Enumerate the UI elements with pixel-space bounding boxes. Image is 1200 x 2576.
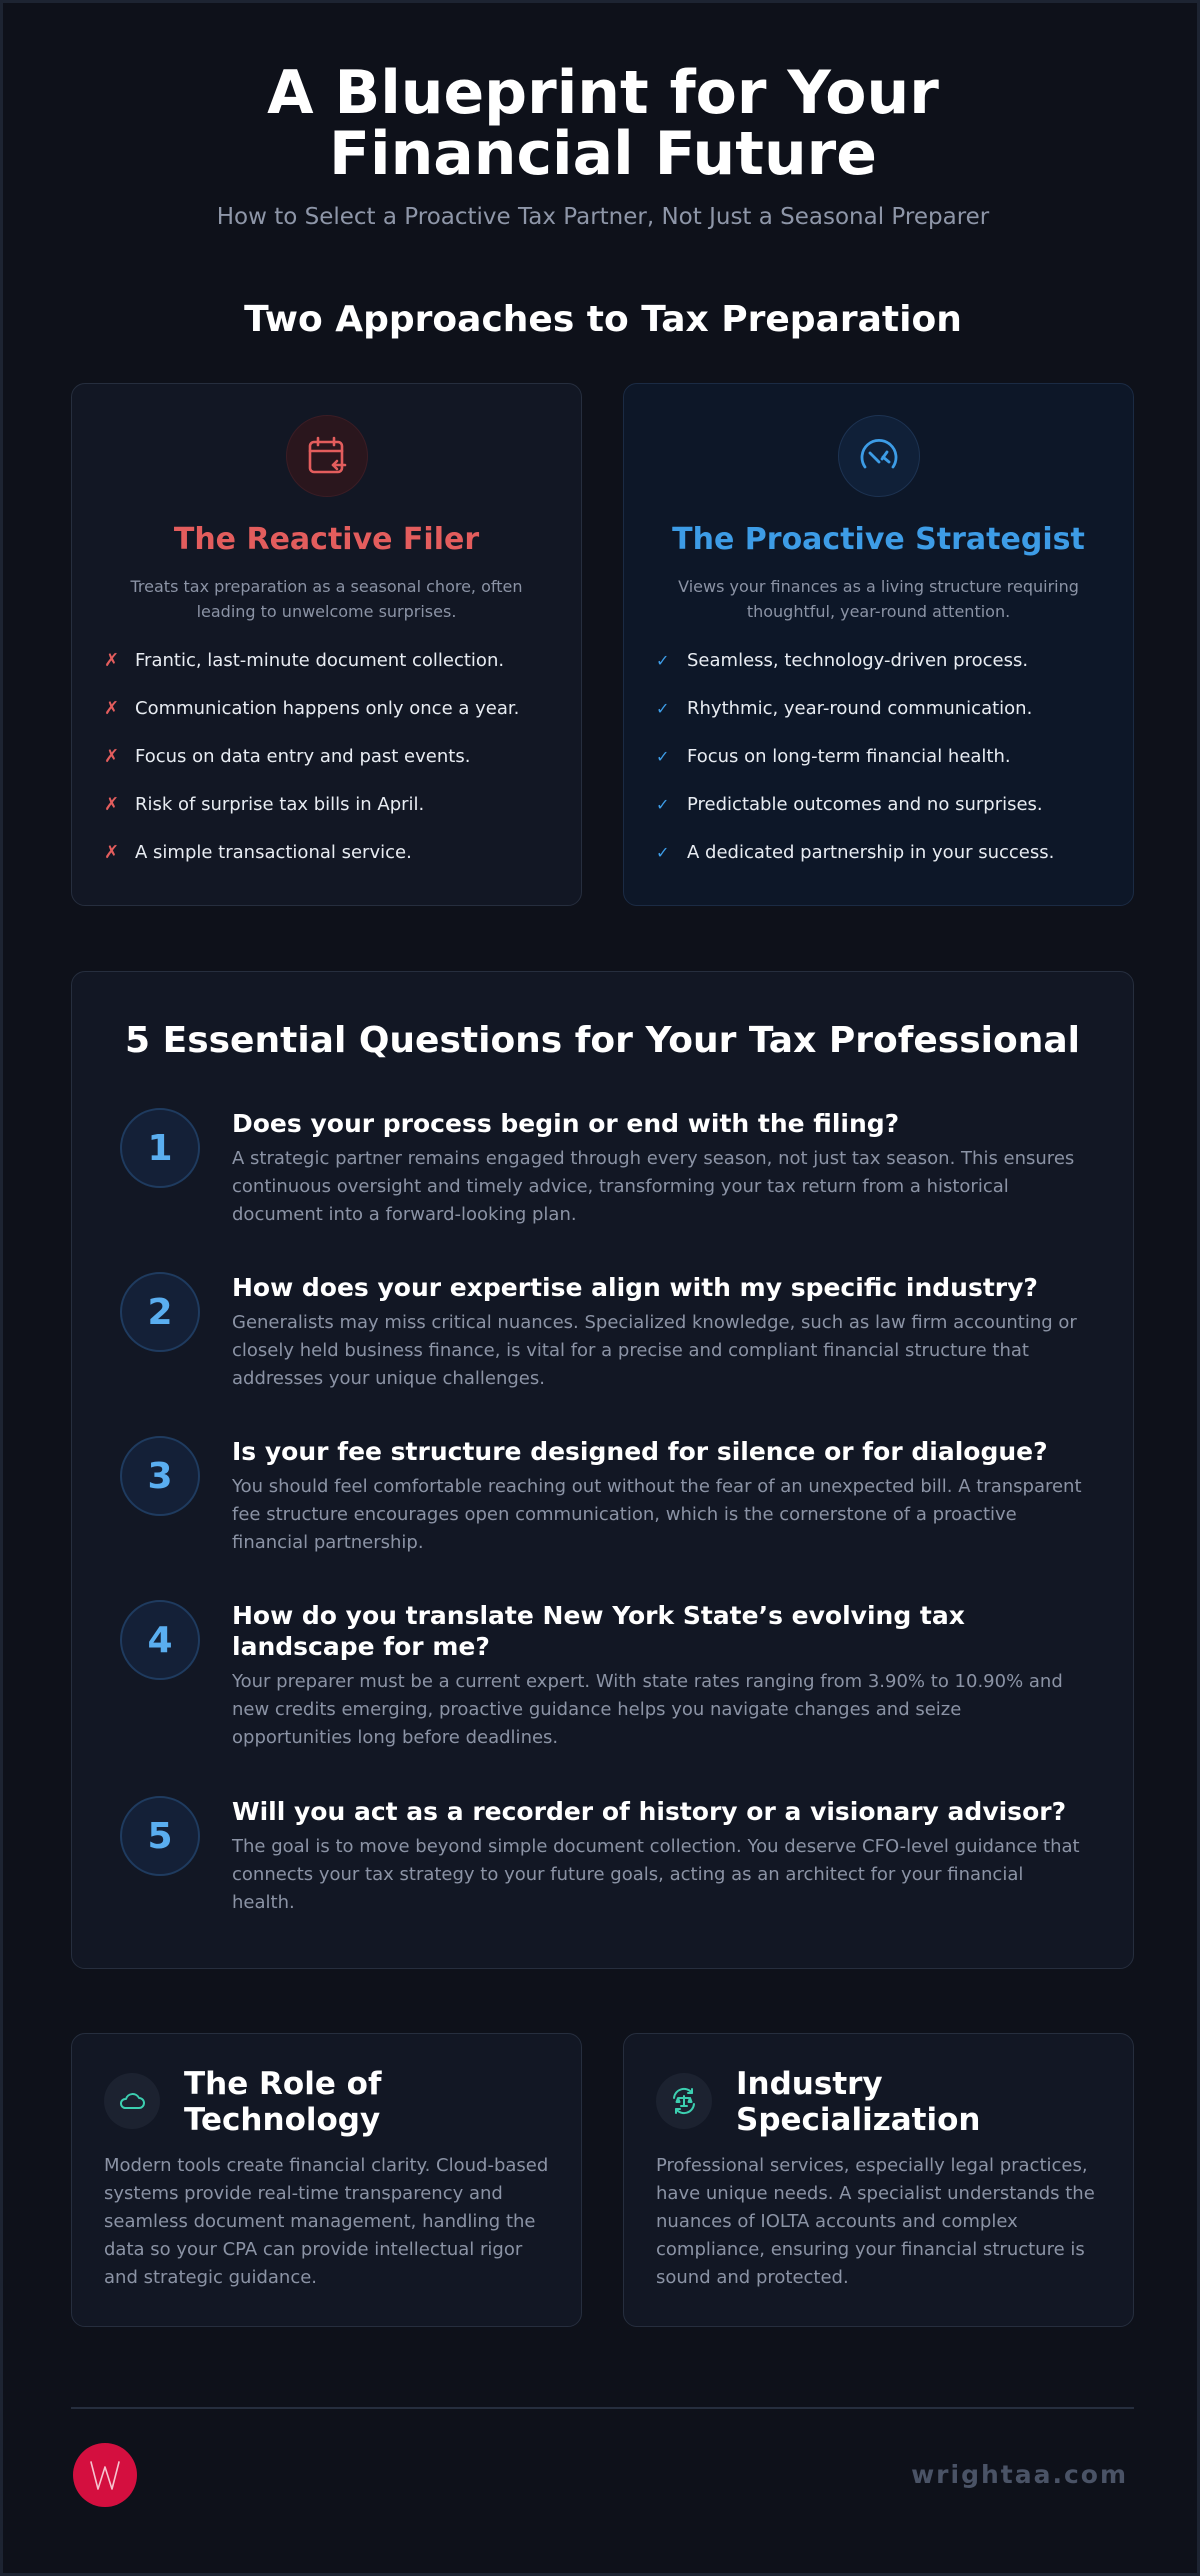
list-item [104,746,561,794]
comparison-section-title: Two Approaches to Tax Preparation [244,299,962,340]
cross-icon: ✗ [104,842,120,863]
question-heading: Will you act as a recorder of history or a visionary advisor? [232,1797,1067,1826]
technology-card [71,2033,582,2327]
footer-divider [71,2407,1134,2409]
cross-icon: ✗ [104,794,120,815]
industry-specialization-card [623,2033,1134,2327]
industry-card-text: Professional services, especially legal practices, have unique needs. A specialist understands the nuances of IOLTA accounts and complex compliance, ensuring your financial structure is sound and protected. [656,2155,1095,2288]
reactive-filer-card [71,383,582,906]
question-heading: How do you translate New York State’s evolving tax landscape for me? [232,1601,965,1661]
question-heading: How does your expertise align with my specific industry? [232,1273,1038,1302]
list-item-text: Risk of surprise tax bills in April. [135,794,425,815]
cloud-icon [104,2073,160,2129]
hero-header [3,58,1200,230]
proactive-strategist-card [623,383,1134,906]
question-number-badge: 2 [120,1272,200,1352]
website-link[interactable]: wrightaa.com [911,2460,1128,2489]
list-item [104,794,561,842]
scale-refresh-icon [656,2073,712,2129]
question-number-badge: 4 [120,1600,200,1680]
check-icon: ✓ [656,795,670,814]
check-icon: ✓ [656,843,670,862]
page-title: A Blueprint for Your Financial Future [267,58,939,189]
question-heading: Does your process begin or end with the filing? [232,1109,900,1138]
list-item-text: A simple transactional service. [135,842,412,863]
svg-text:W: W [105,2493,106,2494]
reactive-card-title: The Reactive Filer [173,522,480,557]
list-item-text: Seamless, technology-driven process. [687,650,1029,671]
check-icon: ✓ [656,699,670,718]
cross-icon: ✗ [104,650,120,671]
proactive-list [656,650,1113,890]
question-answer: Your preparer must be a current expert. With state rates ranging from 3.90% to 10.90% and new credits emerging, proactive guidance helps you navigate changes and seize opportunities long before deadlines. [232,1671,1063,1748]
question-answer: You should feel comfortable reaching out without the fear of an unexpected bill. A transparent fee structure encourages open communication, which is the cornerstone of a proactive financial partnership. [232,1476,1082,1553]
brand-logo[interactable] [73,2443,137,2507]
list-item [104,698,561,746]
question-answer: Generalists may miss critical nuances. Specialized knowledge, such as law firm accounting or closely held business finance, is vital for a precise and compliant financial structure that addresses your unique challenges. [232,1312,1077,1389]
list-item [656,842,1113,890]
question-number-badge: 5 [120,1796,200,1876]
proactive-card-title: The Proactive Strategist [672,522,1085,557]
list-item [656,746,1113,794]
reactive-card-description: Treats tax preparation as a seasonal chore, often leading to unwelcome surprises. [130,577,523,621]
list-item-text: Focus on data entry and past events. [135,746,471,767]
list-item-text: A dedicated partnership in your success. [687,842,1055,863]
check-icon: ✓ [656,651,670,670]
question-answer: The goal is to move beyond simple document collection. You deserve CFO-level guidance that connects your tax strategy to your future goals, acting as an architect for your financial health. [232,1836,1080,1913]
question-number-badge: 3 [120,1436,200,1516]
cross-icon: ✗ [104,698,120,719]
technology-card-title: The Role of Technology [184,2066,382,2138]
check-icon: ✓ [656,747,670,766]
list-item-text: Focus on long-term financial health. [687,746,1011,767]
list-item-text: Rhythmic, year-round communication. [687,698,1033,719]
list-item [656,698,1113,746]
industry-card-title: Industry Specialization [736,2066,981,2138]
list-item [104,650,561,698]
questions-panel [71,971,1134,1969]
question-number-badge: 1 [120,1108,200,1188]
question-answer: A strategic partner remains engaged through every season, not just tax season. This ensures continuous oversight and timely advice, transforming your tax return from a historical document into a forward-looking plan. [232,1148,1075,1225]
cross-icon: ✗ [104,746,120,767]
question-heading: Is your fee structure designed for silence or for dialogue? [232,1437,1048,1466]
questions-section-title: 5 Essential Questions for Your Tax Professional [125,1020,1080,1061]
proactive-card-description: Views your finances as a living structure requiring thoughtful, year-round attention. [678,577,1079,621]
gauge-icon [838,415,920,497]
list-item-text: Predictable outcomes and no surprises. [687,794,1043,815]
list-item [656,794,1113,842]
technology-card-text: Modern tools create financial clarity. Cloud-based systems provide real-time transparency and seamless document management, handling the data so your CPA can provide intellectual rigor and strategic guidance. [104,2155,549,2288]
calendar-return-icon [286,415,368,497]
list-item-text: Communication happens only once a year. [135,698,520,719]
list-item [104,842,561,890]
page-subtitle: How to Select a Proactive Tax Partner, Not Just a Seasonal Preparer [216,204,990,230]
list-item [656,650,1113,698]
list-item-text: Frantic, last-minute document collection. [135,650,505,671]
reactive-list [104,650,561,890]
